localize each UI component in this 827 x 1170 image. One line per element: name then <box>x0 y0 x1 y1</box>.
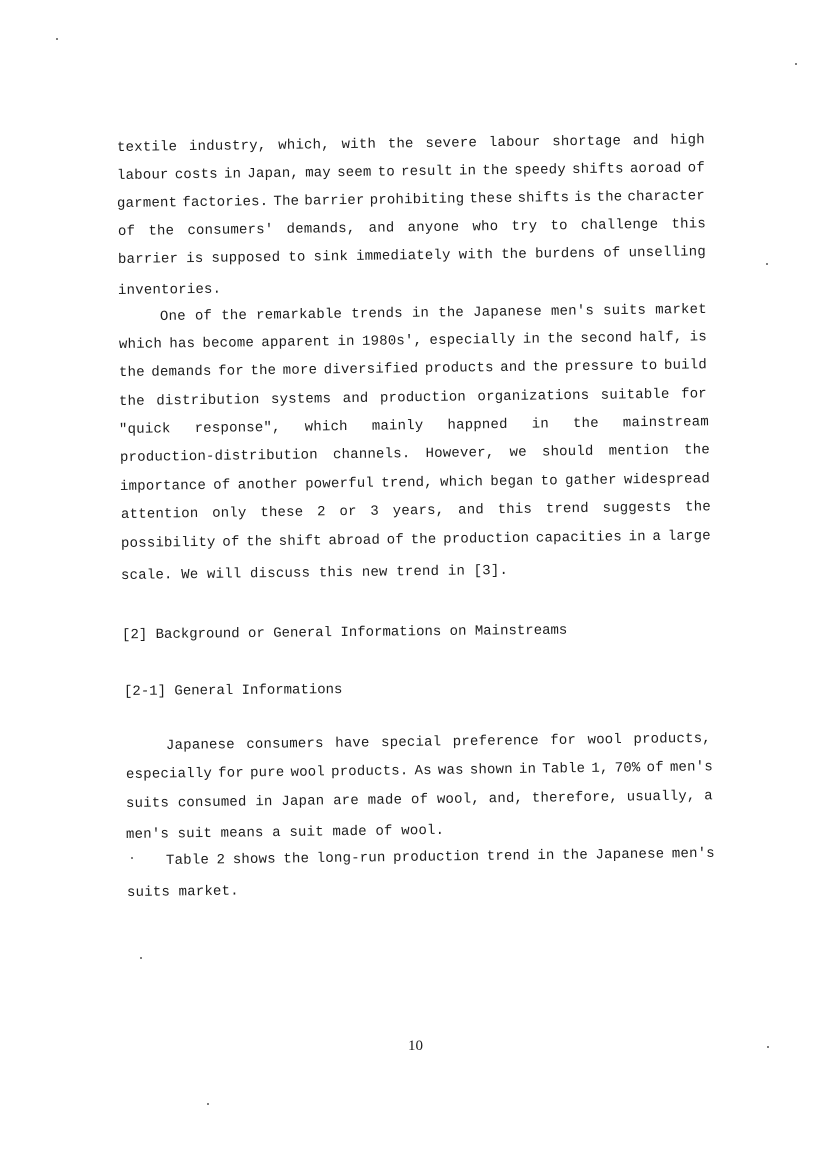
paragraph-4-line-2: suits market. <box>126 883 239 901</box>
paragraph-2-line-6: production-distribution channels. However, we should mention the <box>119 442 711 466</box>
scan-speck <box>207 1103 209 1105</box>
scan-speck <box>131 857 133 859</box>
paragraph-1-line-4: of the consumers' demands, and anyone who try to challenge this <box>117 216 707 240</box>
paragraph-2-line-1: One of the remarkable trends in the Japanese men's suits market <box>159 301 707 325</box>
paragraph-2-line-3: the demands for the more diversified products and the pressure to build <box>118 357 708 381</box>
paragraph-2-line-10: scale. We will discuss this new trend in [3]. <box>120 562 509 584</box>
paragraph-2-line-2: which has become apparent in 1980s', especially in the second half, is <box>118 329 708 353</box>
paragraph-1-line-3: garment factories. The barrier prohibiting these shifts is the character <box>116 188 705 212</box>
scan-speck <box>56 38 58 40</box>
paragraph-3-line-4: men's suit means a suit made of wool. <box>125 822 445 843</box>
paragraph-1-line-6: inventories. <box>117 281 222 299</box>
paragraph-2-line-4: the distribution systems and production organizations suitable for <box>118 386 707 410</box>
paragraph-2-line-7: importance of another powerful trend, which began to gather widespread <box>119 471 711 495</box>
section-heading: [2] Background or General Informations on Mainstreams <box>121 622 568 644</box>
paragraph-2-line-9: possibility of the shift abroad of the production capacities in a large <box>120 528 711 552</box>
paragraph-4-line-1: Table 2 shows the long-run production trend in the Japanese men's <box>165 845 715 869</box>
paragraph-3-line-1: Japanese consumers have special preference for wool products, <box>165 730 711 754</box>
scan-speck <box>766 263 768 265</box>
paragraph-1-line-5: barrier is supposed to sink immediately with the burdens of unselling <box>117 244 707 268</box>
scan-speck <box>767 1046 769 1048</box>
paragraph-2-line-5: "quick response", which mainly happned in the mainstream <box>118 414 709 438</box>
subsection-heading: [2-1] General Informations <box>123 682 343 700</box>
scan-speck <box>140 957 142 959</box>
page-number: 10 <box>408 1038 423 1054</box>
paragraph-1-line-2: labour costs in Japan, may seem to result in the speedy shifts aoroad of <box>116 160 706 184</box>
scan-speck <box>795 63 797 65</box>
paragraph-2-line-8: attention only these 2 or 3 years, and this trend suggests the <box>120 499 712 523</box>
paragraph-1-line-1: textile industry, which, with the severe labour shortage and high <box>116 132 705 156</box>
paragraph-3-line-3: suits consumed in Japan are made of wool, and, therefore, usually, a <box>125 788 713 812</box>
paragraph-3-line-2: especially for pure wool products. As was shown in Table 1, 70% of men's <box>125 759 714 783</box>
